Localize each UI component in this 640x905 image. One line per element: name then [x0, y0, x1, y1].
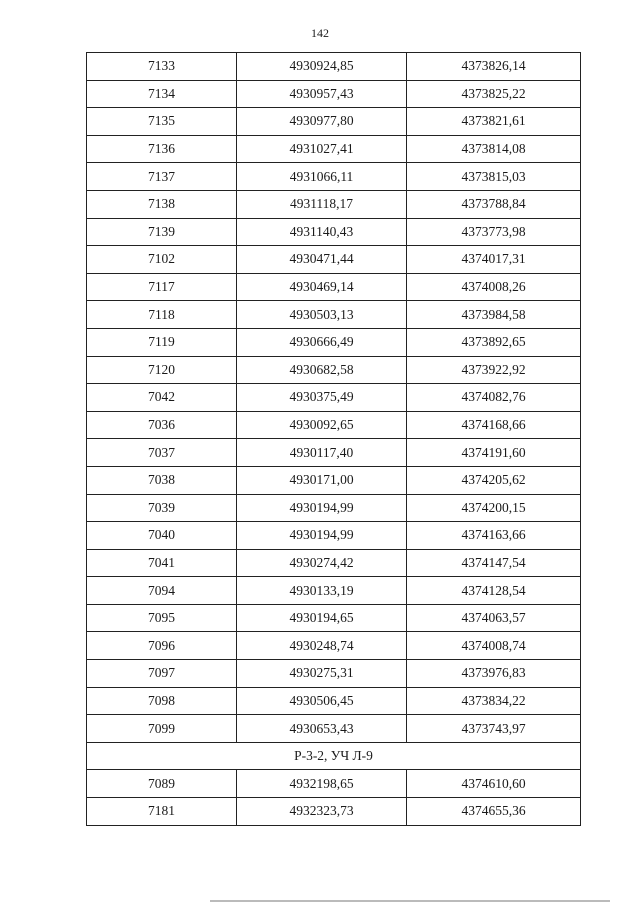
table-row [87, 439, 581, 467]
y-coordinate-cell: 4374610,60 [407, 770, 581, 798]
y-coordinate-cell: 4374655,36 [407, 798, 581, 826]
y-coordinate-cell: 4373788,84 [407, 190, 581, 218]
x-coordinate-cell: 4930653,43 [237, 715, 407, 743]
point-id-cell: 7136 [87, 135, 237, 163]
y-coordinate-cell: 4373984,58 [407, 301, 581, 329]
x-coordinate-cell: 4930117,40 [237, 439, 407, 467]
point-id-cell: 7097 [87, 660, 237, 688]
point-id-cell: 7040 [87, 522, 237, 550]
table-row [87, 798, 581, 826]
point-id-cell: 7089 [87, 770, 237, 798]
coordinates-table-body [87, 53, 581, 826]
table-row [87, 273, 581, 301]
x-coordinate-cell: 4930506,45 [237, 687, 407, 715]
x-coordinate-cell: 4930171,00 [237, 466, 407, 494]
x-coordinate-cell: 4930471,44 [237, 246, 407, 274]
y-coordinate-cell: 4373743,97 [407, 715, 581, 743]
y-coordinate-cell: 4374063,57 [407, 604, 581, 632]
x-coordinate-cell: 4930503,13 [237, 301, 407, 329]
point-id-cell: 7096 [87, 632, 237, 660]
y-coordinate-cell: 4373821,61 [407, 108, 581, 136]
table-row [87, 301, 581, 329]
x-coordinate-cell: 4931140,43 [237, 218, 407, 246]
y-coordinate-cell: 4374008,26 [407, 273, 581, 301]
table-row [87, 53, 581, 81]
table-row [87, 549, 581, 577]
point-id-cell: 7181 [87, 798, 237, 826]
y-coordinate-cell: 4374128,54 [407, 577, 581, 605]
table-row [87, 494, 581, 522]
point-id-cell: 7039 [87, 494, 237, 522]
table-row [87, 190, 581, 218]
x-coordinate-cell: 4931027,41 [237, 135, 407, 163]
table-row [87, 328, 581, 356]
y-coordinate-cell: 4374205,62 [407, 466, 581, 494]
page-number: 142 [311, 26, 329, 40]
point-id-cell: 7041 [87, 549, 237, 577]
x-coordinate-cell: 4930248,74 [237, 632, 407, 660]
point-id-cell: 7095 [87, 604, 237, 632]
x-coordinate-cell: 4930194,99 [237, 522, 407, 550]
section-header-row [87, 742, 581, 770]
table-row [87, 135, 581, 163]
x-coordinate-cell: 4931066,11 [237, 163, 407, 191]
y-coordinate-cell: 4373834,22 [407, 687, 581, 715]
table-row [87, 108, 581, 136]
y-coordinate-cell: 4374163,66 [407, 522, 581, 550]
y-coordinate-cell: 4374191,60 [407, 439, 581, 467]
y-coordinate-cell: 4373826,14 [407, 53, 581, 81]
x-coordinate-cell: 4930469,14 [237, 273, 407, 301]
point-id-cell: 7139 [87, 218, 237, 246]
point-id-cell: 7134 [87, 80, 237, 108]
table-row [87, 715, 581, 743]
table-row [87, 80, 581, 108]
point-id-cell: 7137 [87, 163, 237, 191]
page-bottom-edge [210, 900, 610, 902]
point-id-cell: 7099 [87, 715, 237, 743]
table-row [87, 770, 581, 798]
coordinates-table [86, 52, 581, 826]
point-id-cell: 7133 [87, 53, 237, 81]
table-row [87, 218, 581, 246]
y-coordinate-cell: 4373814,08 [407, 135, 581, 163]
point-id-cell: 7117 [87, 273, 237, 301]
x-coordinate-cell: 4932323,73 [237, 798, 407, 826]
section-title: Р-3-2, УЧ Л-9 [87, 742, 581, 770]
x-coordinate-cell: 4930194,99 [237, 494, 407, 522]
y-coordinate-cell: 4374168,66 [407, 411, 581, 439]
point-id-cell: 7118 [87, 301, 237, 329]
table-row [87, 163, 581, 191]
y-coordinate-cell: 4373815,03 [407, 163, 581, 191]
point-id-cell: 7138 [87, 190, 237, 218]
table-row [87, 632, 581, 660]
table-row [87, 384, 581, 412]
table-row [87, 687, 581, 715]
point-id-cell: 7037 [87, 439, 237, 467]
x-coordinate-cell: 4930274,42 [237, 549, 407, 577]
x-coordinate-cell: 4930092,65 [237, 411, 407, 439]
y-coordinate-cell: 4373825,22 [407, 80, 581, 108]
point-id-cell: 7120 [87, 356, 237, 384]
y-coordinate-cell: 4373773,98 [407, 218, 581, 246]
point-id-cell: 7102 [87, 246, 237, 274]
x-coordinate-cell: 4930682,58 [237, 356, 407, 384]
table-row [87, 411, 581, 439]
table-row [87, 660, 581, 688]
table-row [87, 604, 581, 632]
x-coordinate-cell: 4930957,43 [237, 80, 407, 108]
table-row [87, 522, 581, 550]
y-coordinate-cell: 4374017,31 [407, 246, 581, 274]
y-coordinate-cell: 4374082,76 [407, 384, 581, 412]
y-coordinate-cell: 4373976,83 [407, 660, 581, 688]
table-row [87, 356, 581, 384]
point-id-cell: 7098 [87, 687, 237, 715]
x-coordinate-cell: 4930194,65 [237, 604, 407, 632]
x-coordinate-cell: 4930275,31 [237, 660, 407, 688]
table-row [87, 577, 581, 605]
x-coordinate-cell: 4930666,49 [237, 328, 407, 356]
x-coordinate-cell: 4930977,80 [237, 108, 407, 136]
point-id-cell: 7135 [87, 108, 237, 136]
point-id-cell: 7119 [87, 328, 237, 356]
table-row [87, 466, 581, 494]
y-coordinate-cell: 4374008,74 [407, 632, 581, 660]
y-coordinate-cell: 4373922,92 [407, 356, 581, 384]
x-coordinate-cell: 4932198,65 [237, 770, 407, 798]
y-coordinate-cell: 4374200,15 [407, 494, 581, 522]
point-id-cell: 7036 [87, 411, 237, 439]
x-coordinate-cell: 4930924,85 [237, 53, 407, 81]
y-coordinate-cell: 4374147,54 [407, 549, 581, 577]
point-id-cell: 7094 [87, 577, 237, 605]
x-coordinate-cell: 4931118,17 [237, 190, 407, 218]
table-row [87, 246, 581, 274]
y-coordinate-cell: 4373892,65 [407, 328, 581, 356]
point-id-cell: 7038 [87, 466, 237, 494]
x-coordinate-cell: 4930375,49 [237, 384, 407, 412]
point-id-cell: 7042 [87, 384, 237, 412]
x-coordinate-cell: 4930133,19 [237, 577, 407, 605]
